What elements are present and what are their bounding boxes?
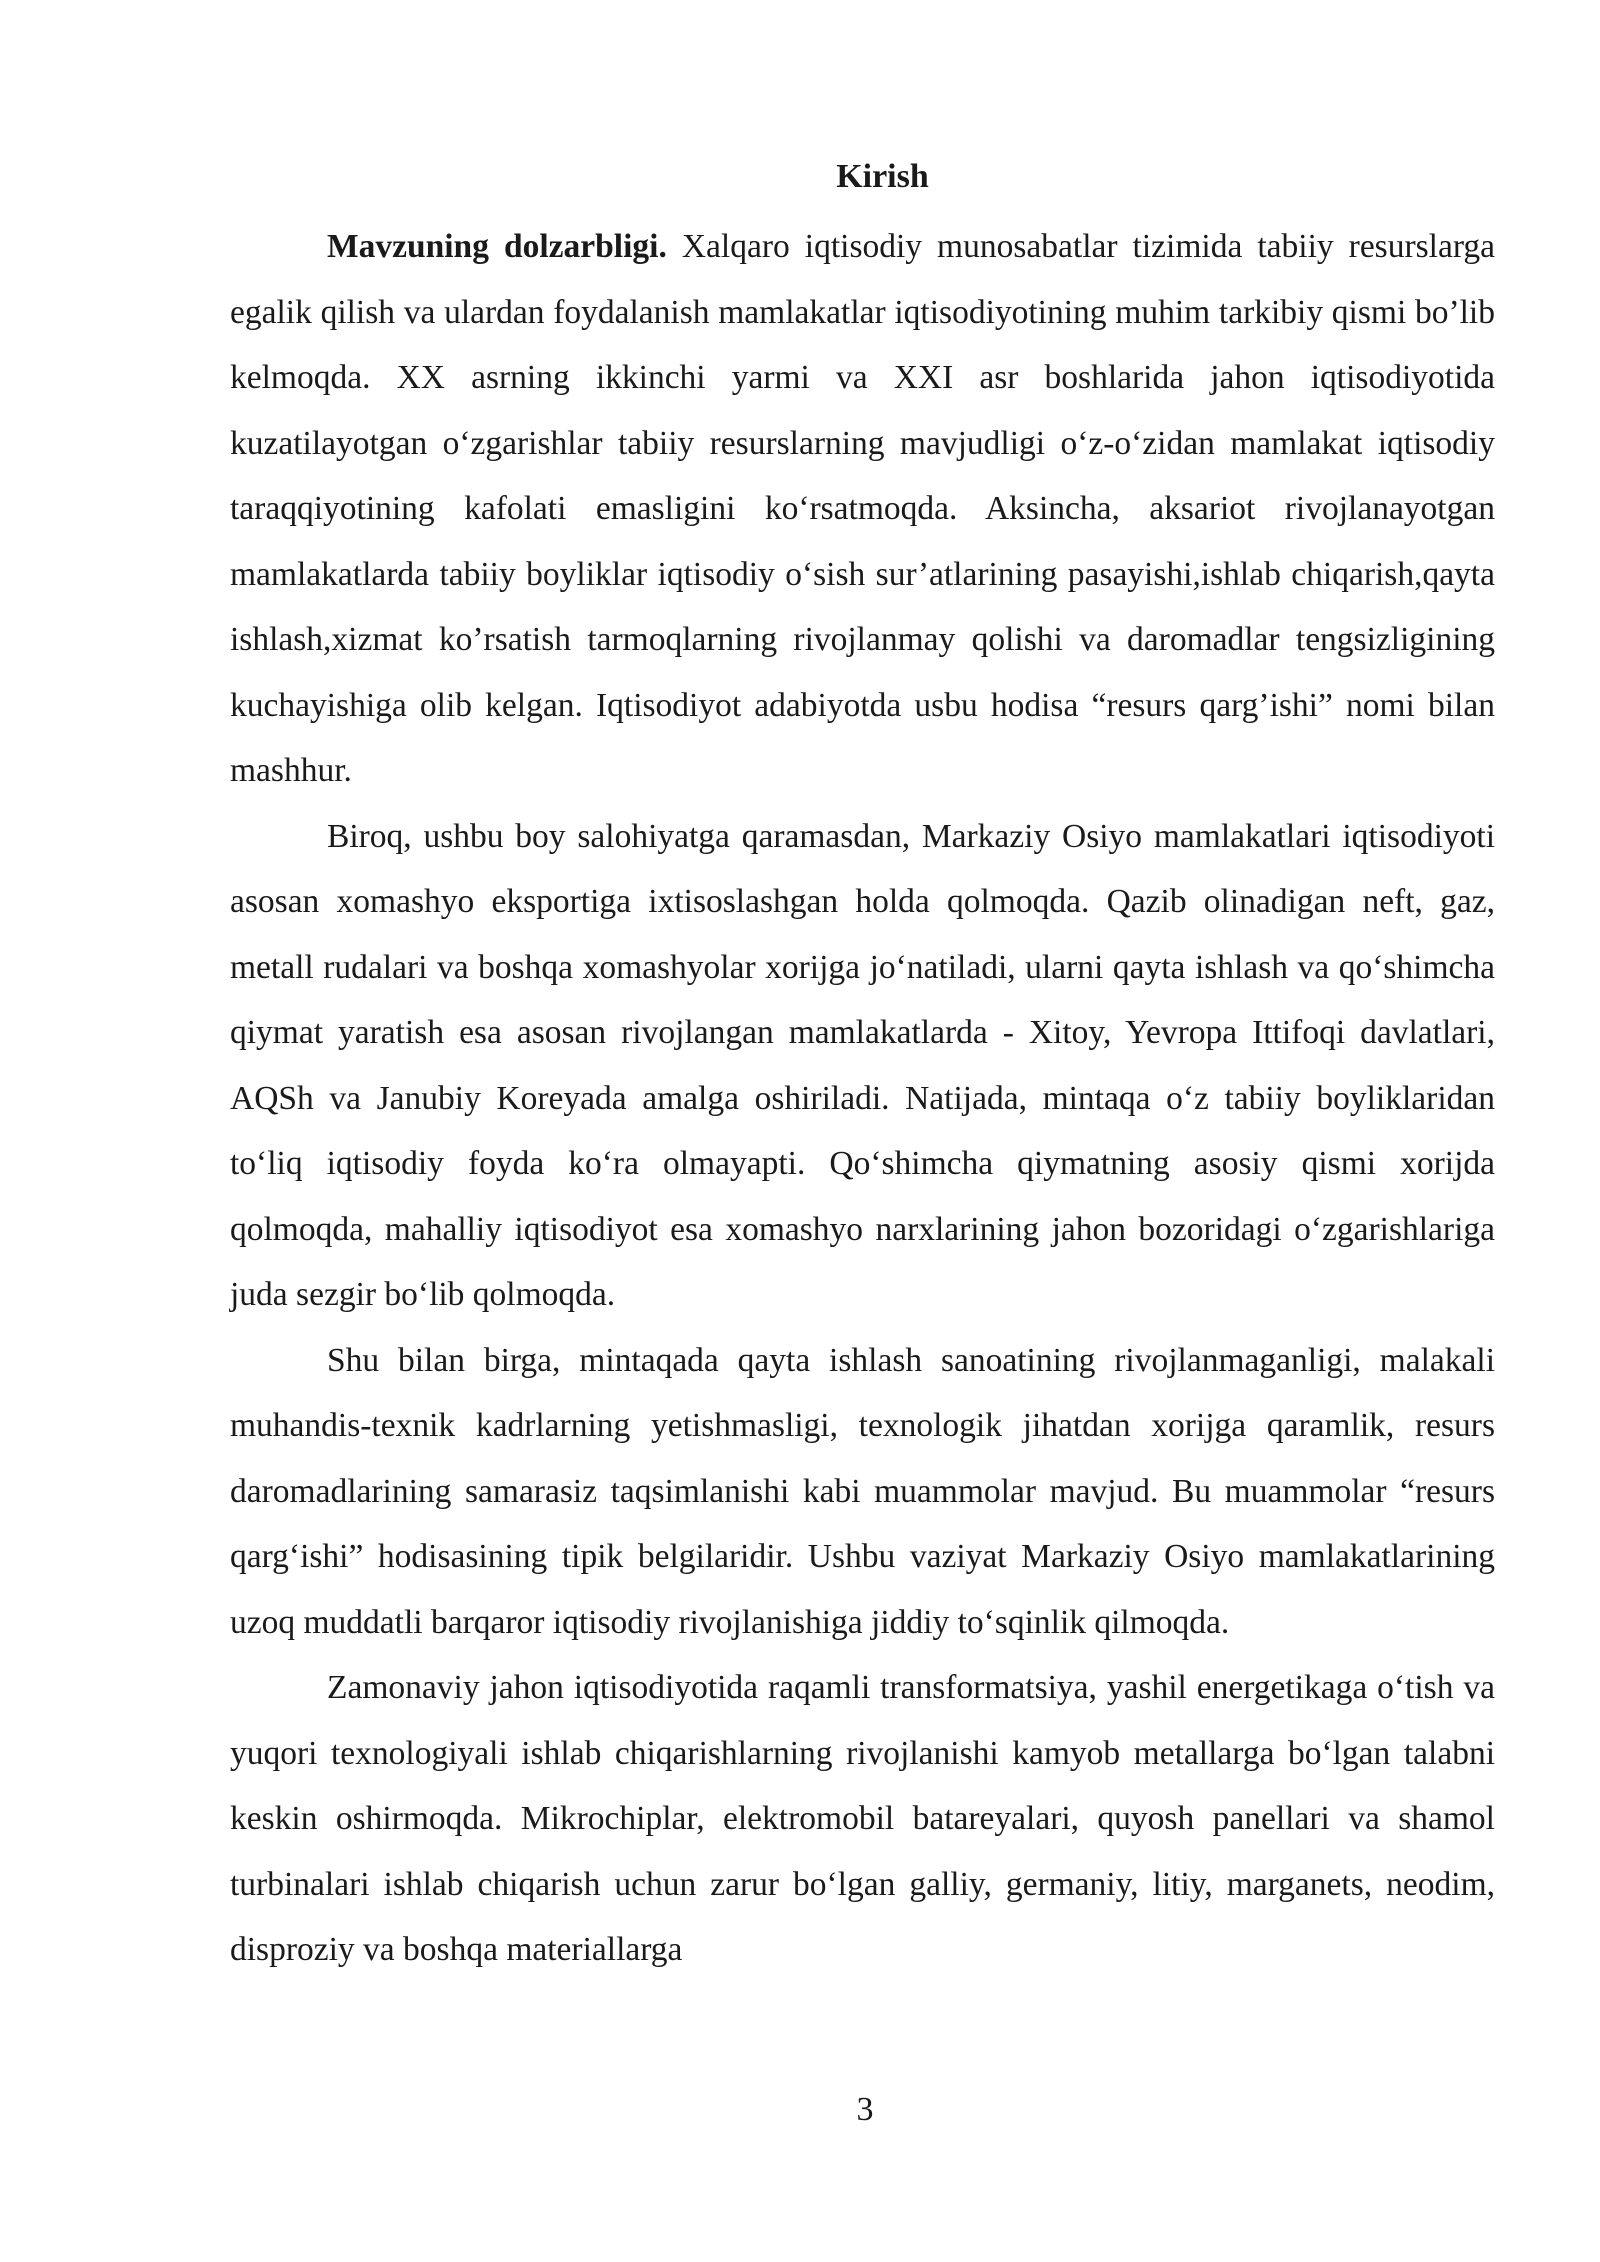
page-title: Kirish bbox=[836, 158, 929, 195]
paragraph-4 bbox=[230, 1655, 1495, 1983]
paragraph-1 bbox=[230, 214, 1495, 804]
page-content bbox=[230, 148, 1495, 1983]
paragraph-text: Xalqaro iqtisodiy munosabatlar tizimida tabiiy resurslarga egalik qilish va ulardan foydalanish mamlakatlar iqtisodiyotining muhim tarkibiy qismi bo’lib kelmoqda. XX asrning ikkinchi yarmi va XXI asr boshlarida jahon iqtisodiyotida kuzatilayotgan o‘zgarishlar tabiiy resurslarning mavjudligi o‘z-o‘zidan mamlakat iqtisodiy taraqqiyotining kafolati emasligini ko‘rsatmoqda. Aksincha, aksariot rivojlanayotgan mamlakatlarda tabiiy boyliklar iqtisodiy o‘sish sur’atlarining pasayishi,ishlab chiqarish,qayta ishlash,xizmat ko’rsatish tarmoqlarning rivojlanmay qolishi va daromadlar tengsizligining kuchayishiga olib kelgan. Iqtisodiyot adabiyotda usbu hodisa “resurs qarg’ishi” nomi bilan mashhur. bbox=[230, 228, 1496, 789]
paragraph-text: Zamonaviy jahon iqtisodiyotida raqamli transformatsiya, yashil energetikaga o‘tish va yuqori texnologiyali ishlab chiqarishlarning rivojlanishi kamyob metallarga bo‘lgan talabni keskin oshirmoqda. Mikrochiplar, elektromobil batareyalari, quyosh panellari va shamol turbinalari ishlab chiqarish uchun zarur bo‘lgan galliy, germaniy, litiy, marganets, neodim, disproziy va boshqa materiallarga bbox=[230, 1669, 1495, 1968]
paragraph-3 bbox=[230, 1328, 1495, 1656]
paragraph-2 bbox=[230, 804, 1495, 1328]
paragraph-text: Shu bilan birga, mintaqada qayta ishlash sanoatining rivojlanmaganligi, malakali muhandis-texnik kadrlarning yetishmasligi, texnologik jihatdan xorijga qaramlik, resurs daromadlarining samarasiz taqsimlanishi kabi muammolar mavjud. Bu muammolar “resurs qarg‘ishi” hodisasining tipik belgilaridir. Ushbu vaziyat Markaziy Osiyo mamlakatlarining uzoq muddatli barqaror iqtisodiy rivojlanishiga jiddiy to‘sqinlik qilmoqda. bbox=[230, 1341, 1495, 1641]
paragraph-lead: Mavzuning dolzarbligi. bbox=[327, 228, 667, 265]
paragraph-text: Biroq, ushbu boy salohiyatga qaramasdan, Markaziy Osiyo mamlakatlari iqtisodiyoti asosan xomashyo eksportiga ixtisoslashgan holda qolmoqda. Qazib olinadigan neft, gaz, metall rudalari va boshqa xomashyolar xorijga jo‘natiladi, ularni qayta ishlash va qo‘shimcha qiymat yaratish esa asosan rivojlangan mamlakatlarda - Xitoy, Yevropa Ittifoqi davlatlari, AQSh va Janubiy Koreyada amalga oshiriladi. Natijada, mintaqa o‘z tabiiy boyliklaridan to‘liq iqtisodiy foyda ko‘ra olmayapti. Qo‘shimcha qiymatning asosiy qismi xorijda qolmoqda, mahalliy iqtisodiyot esa xomashyo narxlarining jahon bozoridagi o‘zgarishlariga juda sezgir bo‘lib qolmoqda. bbox=[230, 817, 1495, 1313]
page-number: 3 bbox=[856, 2091, 874, 2128]
